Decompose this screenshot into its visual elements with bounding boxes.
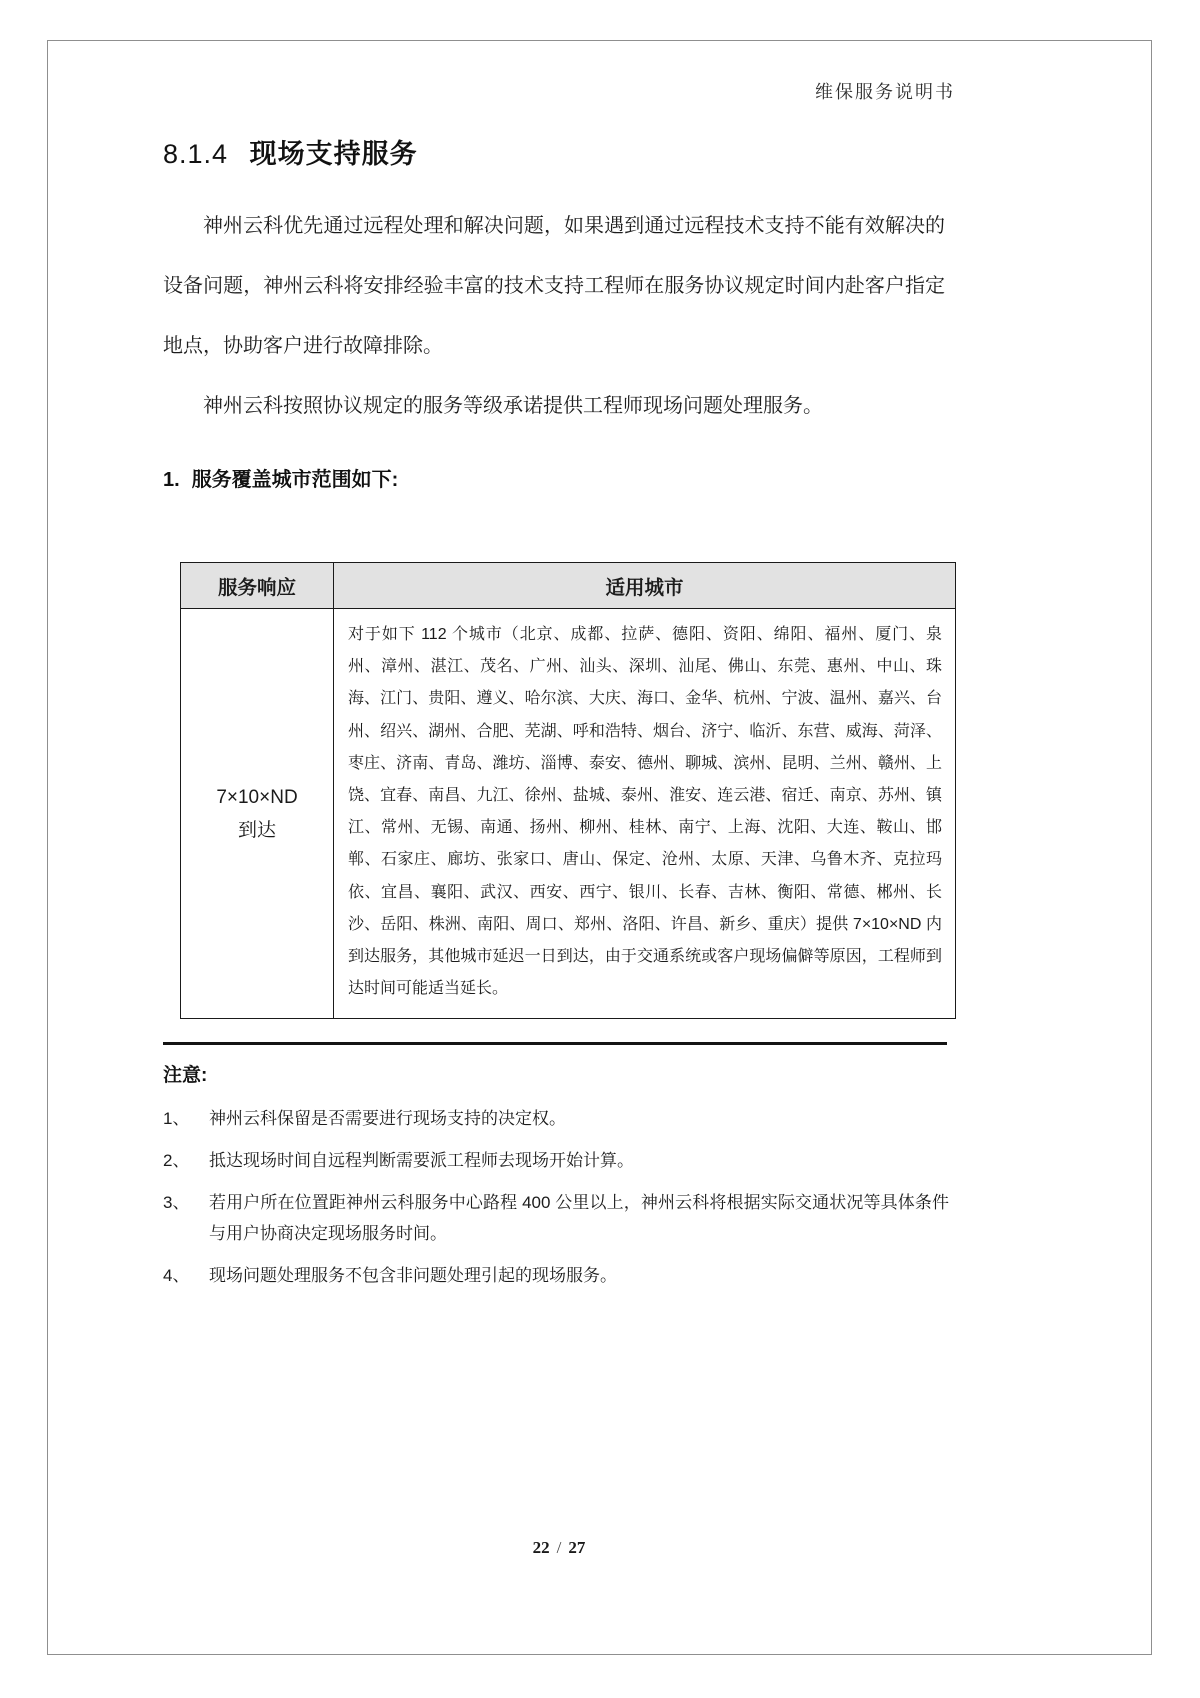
body-text: [163, 196, 945, 436]
note-item: [163, 1145, 949, 1176]
notes-section: [163, 1060, 949, 1302]
note-text: 神州云科保留是否需要进行现场支持的决定权。: [209, 1109, 566, 1128]
list-heading-number: 1.: [163, 469, 180, 491]
table-header-row: [181, 563, 956, 609]
notes-title: 注意:: [163, 1065, 208, 1086]
note-text: 若用户所在位置距神州云科服务中心路程 400 公里以上，神州云科将根据实际交通状况等具体条件与用户协商决定现场服务时间。: [209, 1193, 949, 1243]
note-text: 抵达现场时间自远程判断需要派工程师去现场开始计算。: [209, 1151, 634, 1170]
note-number: 3、: [163, 1193, 190, 1212]
section-heading: [163, 132, 955, 171]
table-row: [181, 609, 956, 1019]
paragraph-remote-support: 神州云科优先通过远程处理和解决问题，如果遇到通过远程技术支持不能有效解决的设备问题，神州云科将安排经验丰富的技术支持工程师在服务协议规定时间内赴客户指定地点，协助客户进行故障排除。: [163, 215, 945, 357]
page-footer: [163, 1538, 955, 1558]
column-header-applicable-cities: 适用城市: [334, 563, 956, 609]
notes-divider-rule: [163, 1042, 947, 1045]
section-title: 现场支持服务: [249, 139, 418, 169]
note-number: 2、: [163, 1151, 190, 1170]
note-item: [163, 1260, 949, 1291]
paragraph-service-level: 神州云科按照协议规定的服务等级承诺提供工程师现场问题处理服务。: [203, 395, 823, 417]
current-page-number: 22: [532, 1538, 550, 1557]
note-number: 4、: [163, 1266, 190, 1285]
running-header: 维保服务说明书: [815, 82, 955, 102]
note-item: [163, 1103, 949, 1134]
list-heading-text: 服务覆盖城市范围如下:: [191, 469, 399, 491]
cell-applicable-cities: 对于如下 112 个城市（北京、成都、拉萨、德阳、资阳、绵阳、福州、厦门、泉州、漳州、湛江、茂名、广州、汕头、深圳、汕尾、佛山、东莞、惠州、中山、珠海、江门、贵阳、遵义、哈尔滨、大庆、海口、金华、杭州、宁波、温州、嘉兴、台州、绍兴、湖州、合肥、芜湖、呼和浩特、烟台、济宁、临沂、东营、威海、菏泽、枣庄、济南、青岛、潍坊、淄博、泰安、德州、聊城、滨州、昆明、兰州、赣州、上饶、宜春、南昌、九江、徐州、盐城、泰州、淮安、连云港、宿迁、南京、苏州、镇江、常州、无锡、南通、扬州、柳州、桂林、南宁、上海、沈阳、大连、鞍山、邯郸、石家庄、廊坊、张家口、唐山、保定、沧州、太原、天津、乌鲁木齐、克拉玛依、宜昌、襄阳、武汉、西安、西宁、银川、长春、吉林、衡阳、常德、郴州、长沙、岳阳、株洲、南阳、周口、郑州、洛阳、许昌、新乡、重庆）提供 7×10×ND 内到达服务，其他城市延迟一日到达，由于交通系统或客户现场偏僻等原因，工程师到达时间可能适当延长。: [334, 609, 956, 1019]
page-separator: /: [556, 1538, 562, 1557]
coverage-list-heading: [163, 463, 945, 492]
section-number: 8.1.4: [163, 139, 229, 169]
note-text: 现场问题处理服务不包含非问题处理引起的现场服务。: [209, 1266, 617, 1285]
response-arrival: 到达: [237, 819, 276, 841]
note-item: [163, 1187, 949, 1249]
column-header-service-response: 服务响应: [181, 563, 334, 609]
note-number: 1、: [163, 1109, 190, 1128]
coverage-table: [180, 562, 956, 1019]
cell-service-response: [181, 609, 334, 1019]
total-page-number: 27: [568, 1538, 586, 1557]
response-sla: 7×10×ND: [216, 786, 298, 808]
